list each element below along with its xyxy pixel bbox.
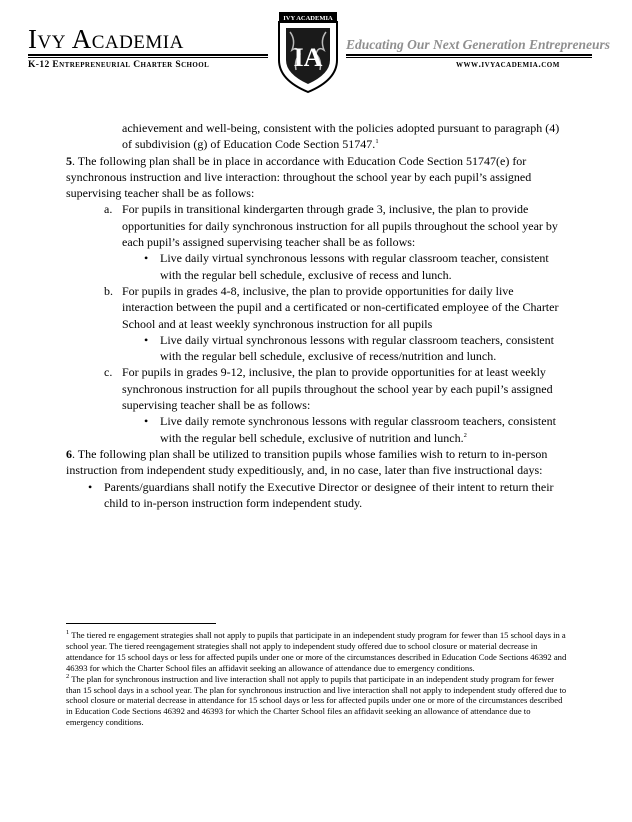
list-item-text: For pupils in grades 9-12, inclusive, the plan to provide opportunities for at least weekly synchronous instruction for all pupils throughout the school year by each pupil’s assigned supervising teacher shall be as follows: <box>122 365 553 413</box>
list-item-text: For pupils in grades 4-8, inclusive, the plan to provide opportunities for daily live interaction between the pupil and a certificated or non-certificated employee of the Charter School and at least weekly synchronous instruction for all pupils <box>122 283 559 331</box>
letterhead <box>0 0 632 96</box>
list-marker: b. <box>104 283 113 298</box>
list-marker: c. <box>104 365 113 380</box>
bullet-item <box>66 479 566 512</box>
list-marker: a. <box>104 202 113 217</box>
crest-logo <box>276 10 340 94</box>
bullet-item <box>66 250 566 283</box>
section-number: 5 <box>66 153 72 168</box>
footnote-ref: 1 <box>375 138 379 146</box>
list-item-text: For pupils in transitional kindergarten through grade 3, inclusive, the plan to provide opportunities for daily synchronous instruction for all pupils throughout the school year by each pupil’s assigned supervising teacher shall be as follows: <box>122 202 558 250</box>
continuation-paragraph <box>66 120 566 153</box>
bullet-item <box>66 332 566 365</box>
footnote-ref: 2 <box>463 431 467 439</box>
header-rule <box>28 57 268 58</box>
bullet-icon: • <box>144 251 149 266</box>
section-5 <box>66 153 566 202</box>
list-item <box>66 364 566 413</box>
footnote-separator <box>66 623 216 624</box>
org-name: Ivy Academia <box>28 24 184 54</box>
section-intro: . The following plan shall be in place in accordance with Education Code Section 51747(e) for synchronous instruction and live interaction: throughout the school year by each pupil’s assigned supervising teacher shall be as follows: <box>66 153 532 201</box>
bullet-item <box>66 413 566 446</box>
footnote <box>66 630 568 674</box>
list-item <box>66 283 566 332</box>
list-item <box>66 201 566 250</box>
footnote-number: 1 <box>66 629 70 637</box>
bullet-text: Parents/guardians shall notify the Executive Director or designee of their intent to return their child to in-person instruction form independent study. <box>104 479 554 510</box>
tagline: Educating Our Next Generation Entrepreneurs <box>346 37 611 52</box>
bullet-text: Live daily virtual synchronous lessons with regular classroom teachers, consistent with the regular bell schedule, exclusive of recess/nutrition and lunch. <box>160 332 554 364</box>
bullet-text: Live daily virtual synchronous lessons with regular classroom teacher, consistent with the regular bell schedule, exclusive of recess and lunch. <box>160 251 549 282</box>
header-rule <box>346 57 592 58</box>
crest-title: IVY ACADEMIA <box>283 15 333 22</box>
header-rule <box>346 54 592 56</box>
bullet-icon: • <box>88 479 93 494</box>
section-6 <box>66 446 566 479</box>
section-intro: . The following plan shall be utilized to transition pupils whose families wish to return to in-person instruction from independent study expeditiously, and, in no case, later than five instructional days: <box>66 446 548 478</box>
website-url: www.ivyacademia.com <box>456 60 560 70</box>
crest-icon <box>276 10 340 94</box>
section-number: 6 <box>66 446 72 461</box>
footnotes <box>66 630 568 728</box>
header-rule <box>28 54 268 56</box>
document-body <box>66 120 566 511</box>
bullet-text: Live daily remote synchronous lessons with regular classroom teachers, consistent with the regular bell schedule, exclusive of nutrition and lunch. <box>160 414 556 445</box>
continuation-text: achievement and well-being, consistent with the policies adopted pursuant to paragraph (4) of subdivision (g) of Education Code Section 51747. <box>122 121 560 152</box>
bullet-icon: • <box>144 332 149 347</box>
footnote-text: The tiered re engagement strategies shall not apply to pupils that participate in an independent study program for fewer than 15 school days in a school year. The tiered reengagement strategies shall not apply to independent study offered due to school closure or material decrease in attendance for 15 school days or less for affected pupils under one or more of the circumstances described in Education Code Sections 46392 and 46393 for which the Charter School files an affidavit seeking an allowance of attendance due to emergency conditions. <box>66 630 567 673</box>
footnote <box>66 674 568 729</box>
bullet-icon: • <box>144 414 149 429</box>
footnote-number: 2 <box>66 672 70 680</box>
crest-letters: IA <box>293 43 323 72</box>
org-subtitle: K-12 Entrepreneurial Charter School <box>28 60 210 70</box>
footnote-text: The plan for synchronous instruction and live interaction shall not apply to pupils that participate in an independent study program for fewer than 15 school days in a school year. The plan for synchronous instruction and live interaction shall not apply to independent study offered due to school closure or material decrease in attendance for 15 school days or less for affected pupils under one or more of the circumstances described in Education Code Sections 46392 and 46393 for which the Charter School files an affidavit seeking an allowance of attendance due to emergency conditions. <box>66 673 567 728</box>
